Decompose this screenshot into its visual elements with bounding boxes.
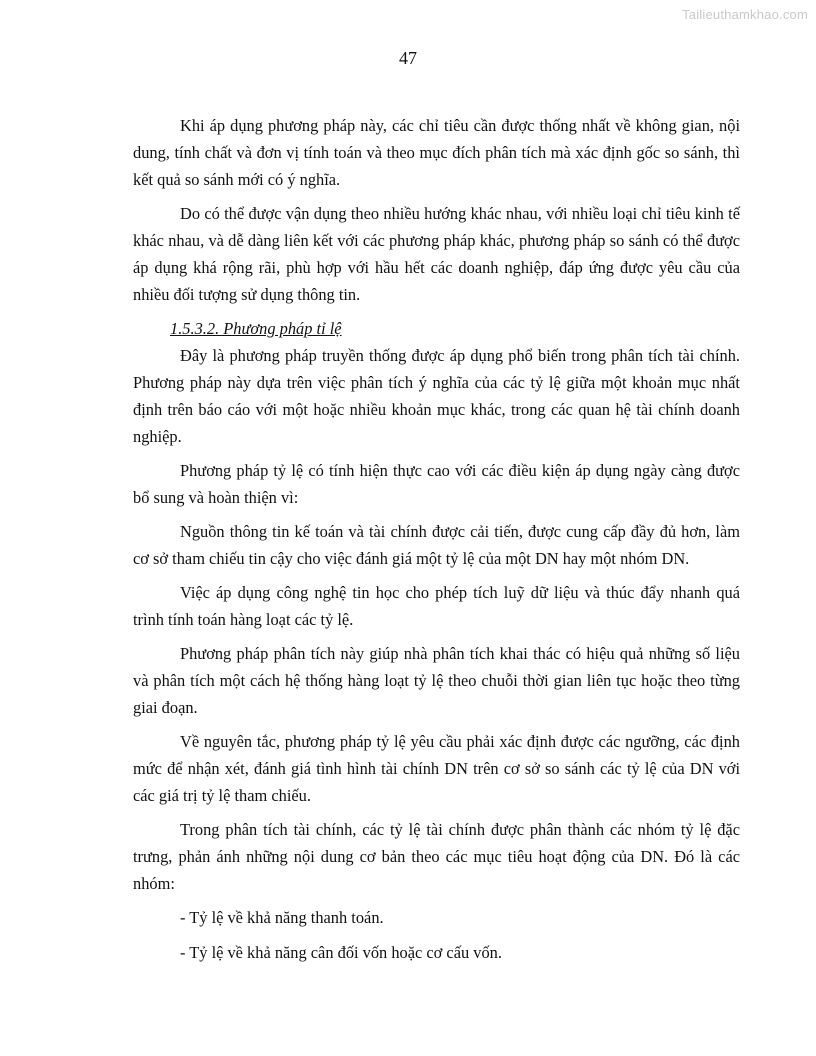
- paragraph-analysis-effectiveness: Phương pháp phân tích này giúp nhà phân tích khai thác có hiệu quả những số liệu và phân tích một cách hệ thống hàng loạt tỷ lệ theo chuỗi thời gian liên tục hoặc theo từng giai đoạn.: [133, 644, 740, 717]
- paragraph-information-sources: Nguồn thông tin kế toán và tài chính được cải tiến, được cung cấp đầy đủ hơn, làm cơ sở tham chiếu tin cậy cho việc đánh giá một tỷ lệ của một DN hay một nhóm DN.: [133, 522, 740, 568]
- document-body: [133, 112, 740, 966]
- paragraph-principles: Về nguyên tắc, phương pháp tỷ lệ yêu cầu phải xác định được các ngưỡng, các định mức để nhận xét, đánh giá tình hình tài chính DN trên cơ sở so sánh các tỷ lệ của DN với các giá trị tỷ lệ tham chiếu.: [133, 732, 740, 805]
- paragraph-ratio-method-definition: Đây là phương pháp truyền thống được áp dụng phổ biến trong phân tích tài chính. Phương pháp này dựa trên việc phân tích ý nghĩa của các tỷ lệ giữa một khoản mục nhất định trên báo cáo với một hoặc nhiều khoản mục khác, trong các quan hệ tài chính doanh nghiệp.: [133, 346, 740, 446]
- watermark-text: Tailieuthamkhao.com: [682, 7, 808, 22]
- paragraph-comparison-applicability: Do có thể được vận dụng theo nhiều hướng khác nhau, với nhiều loại chỉ tiêu kinh tế khác nhau, và dễ dàng liên kết với các phương pháp khác, phương pháp so sánh có thể được áp dụng khá rộng rãi, phù hợp với hầu hết các doanh nghiệp, đáp ứng được yêu cầu của nhiều đối tượng sử dụng thông tin.: [133, 204, 740, 304]
- paragraph-it-application: Việc áp dụng công nghệ tin học cho phép tích luỹ dữ liệu và thúc đẩy nhanh quá trình tính toán hàng loạt các tỷ lệ.: [133, 583, 740, 629]
- page-number: 47: [399, 48, 417, 68]
- paragraph-ratio-groups: Trong phân tích tài chính, các tỷ lệ tài chính được phân thành các nhóm tỷ lệ đặc trưng, phản ánh những nội dung cơ bản theo các mục tiêu hoạt động của DN. Đó là các nhóm:: [133, 820, 740, 893]
- paragraph-comparison-conditions: Khi áp dụng phương pháp này, các chỉ tiêu cần được thống nhất về không gian, nội dung, tính chất và đơn vị tính toán và theo mục đích phân tích mà xác định gốc so sánh, thì kết quả so sánh mới có ý nghĩa.: [133, 116, 740, 189]
- list-item-capital-structure-ratio: - Tỷ lệ về khả năng cân đối vốn hoặc cơ cấu vốn.: [180, 943, 502, 962]
- paragraph-ratio-method-practicality: Phương pháp tỷ lệ có tính hiện thực cao với các điều kiện áp dụng ngày càng được bổ sung và hoàn thiện vì:: [133, 461, 740, 507]
- section-heading-ratio-method: 1.5.3.2. Phương pháp tỉ lệ: [170, 319, 342, 338]
- list-item-liquidity-ratio: - Tỷ lệ về khả năng thanh toán.: [180, 908, 384, 927]
